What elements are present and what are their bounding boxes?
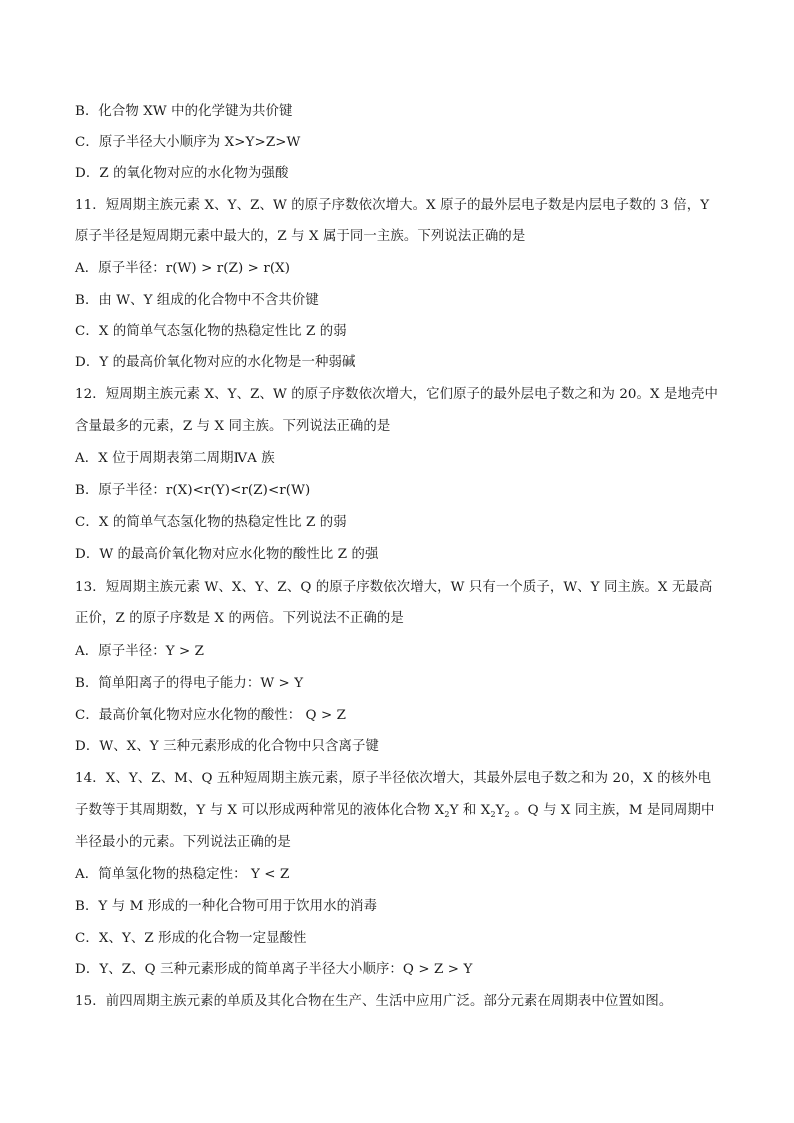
- q14-option-c: C．X、Y、Z 形成的化合物一定显酸性: [75, 931, 307, 946]
- q14-option-d: D．Y、Z、Q 三种元素形成的简单离子半径大小顺序：Q > Z > Y: [75, 962, 473, 977]
- formula-x2y-x: X: [434, 803, 445, 818]
- q11-option-c: C．X 的简单气态氢化物的热稳定性比 Z 的弱: [75, 324, 347, 339]
- q11-option-a: A．原子半径：r(W) > r(Z) > r(X): [75, 261, 291, 276]
- formula-x2y2: [481, 803, 510, 818]
- formula-x2y: [435, 803, 459, 818]
- formula-x2y-sub: 2: [444, 810, 450, 819]
- q14-stem-line-2-post: 。Q 与 X 同主族，M 是同周期中: [509, 803, 715, 818]
- q14-option-b: B．Y 与 M 形成的一种化合物可用于饮用水的消毒: [75, 899, 378, 914]
- q12-stem-line-1: 12．短周期主族元素 X、Y、Z、W 的原子序数依次增大，它们原子的最外层电子数之和为 20。X 是地壳中: [75, 387, 718, 402]
- q12-option-a: A．X 位于周期表第二周期ⅣA 族: [75, 451, 275, 466]
- q14-stem-line-2-mid: 和: [458, 803, 481, 818]
- q11-option-d: D．Y 的最高价氧化物对应的水化物是一种弱碱: [75, 355, 356, 370]
- q13-option-c: C．最高价氧化物对应水化物的酸性： Q > Z: [75, 708, 347, 723]
- q12-option-d: D．W 的最高价氧化物对应水化物的酸性比 Z 的强: [75, 547, 379, 562]
- q11-option-b: B．由 W、Y 组成的化合物中不含共价键: [75, 293, 319, 308]
- formula-x2y2-sub-y: 2: [504, 810, 510, 819]
- q11-stem-line-1: 11．短周期主族元素 X、Y、Z、W 的原子序数依次增大。X 原子的最外层电子数是内层电子数的 3 倍，Y: [75, 198, 710, 213]
- q12-stem-line-2: 含量最多的元素，Z 与 X 同主族。下列说法正确的是: [75, 419, 391, 434]
- q10-option-d: D．Z 的氧化物对应的水化物为强酸: [75, 166, 289, 181]
- q10-option-c: C．原子半径大小顺序为 X>Y>Z>W: [75, 135, 301, 150]
- q12-option-b: B．原子半径：r(X)<r(Y)<r(Z)<r(W): [75, 483, 311, 498]
- formula-x2y2-sub-x: 2: [490, 810, 496, 819]
- q14-stem-line-2-pre: 子数等于其周期数，Y 与 X 可以形成两种常见的液体化合物: [75, 803, 435, 818]
- q15-stem: 15．前四周期主族元素的单质及其化合物在生产、生活中应用广泛。部分元素在周期表中位置如图。: [75, 994, 673, 1009]
- q12-option-c: C．X 的简单气态氢化物的热稳定性比 Z 的弱: [75, 515, 347, 530]
- q13-stem-line-1: 13．短周期主族元素 W、X、Y、Z、Q 的原子序数依次增大，W 只有一个质子，W、Y 同主族。X 无最高: [75, 580, 713, 595]
- formula-x2y-y: Y: [449, 803, 459, 818]
- formula-x2y2-y: Y: [495, 803, 505, 818]
- q14-stem-line-3: 半径最小的元素。下列说法正确的是: [75, 835, 291, 850]
- q14-stem-line-1: 14．X、Y、Z、M、Q 五种短周期主族元素，原子半径依次增大，其最外层电子数之和为 20，X 的核外电: [75, 771, 712, 786]
- q13-option-a: A．原子半径：Y > Z: [75, 644, 205, 659]
- q13-option-d: D．W、X、Y 三种元素形成的化合物中只含离子键: [75, 739, 379, 754]
- q14-stem-line-2: [75, 802, 715, 824]
- q14-option-a: A．简单氢化物的热稳定性： Y < Z: [75, 867, 290, 882]
- q11-stem-line-2: 原子半径是短周期元素中最大的，Z 与 X 属于同一主族。下列说法正确的是: [75, 229, 526, 244]
- formula-x2y2-x: X: [480, 803, 491, 818]
- q13-stem-line-2: 正价，Z 的原子序数是 X 的两倍。下列说法不正确的是: [75, 611, 404, 626]
- q13-option-b: B．简单阳离子的得电子能力：W > Y: [75, 676, 304, 691]
- q10-option-b: B．化合物 XW 中的化学键为共价键: [75, 104, 293, 119]
